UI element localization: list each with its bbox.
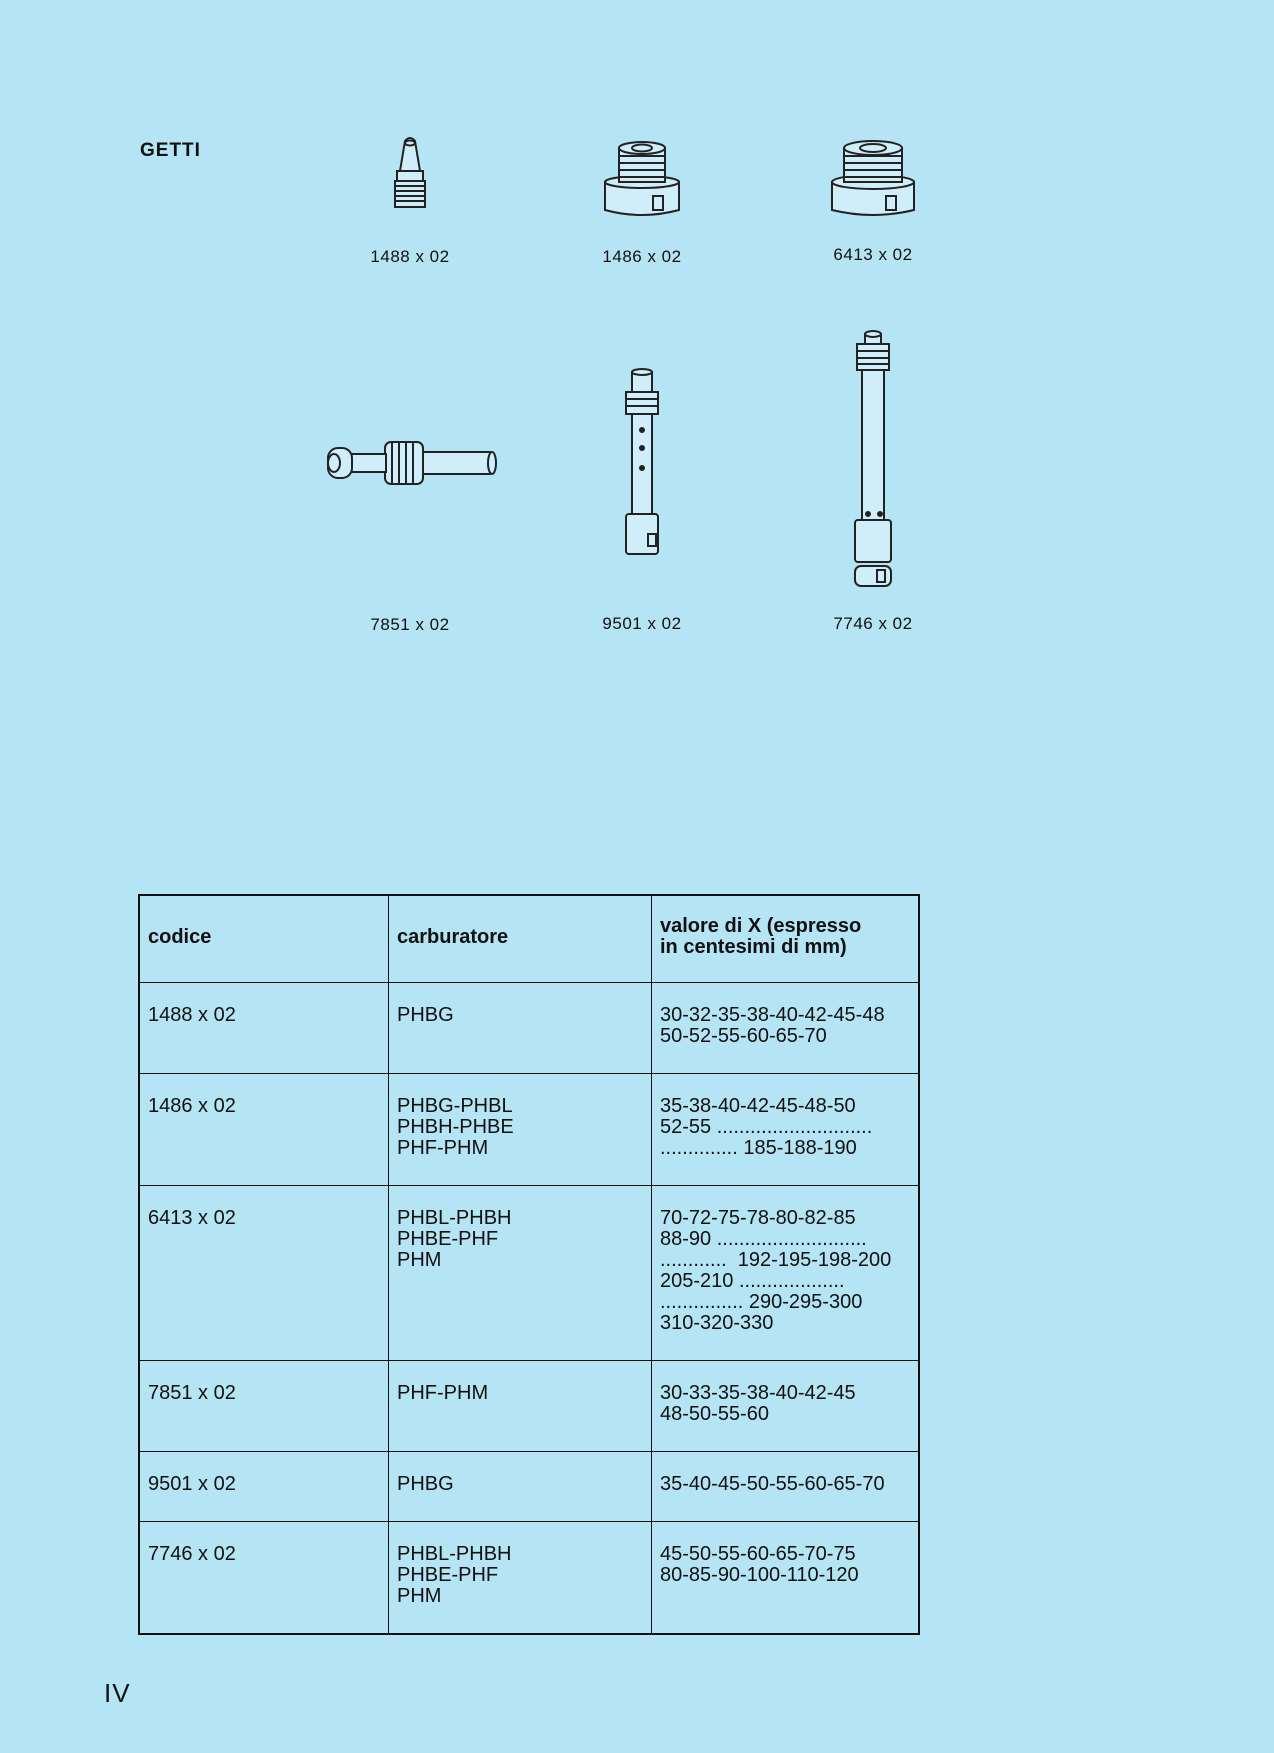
value-line: 88-90 ........................... — [660, 1228, 867, 1250]
carburetor-line: PHBL-PHBH — [397, 1543, 512, 1565]
cell-carburetor — [389, 1186, 652, 1361]
header-code: codice — [139, 895, 389, 983]
part-1486 — [542, 140, 742, 266]
value-line: 35-40-45-50-55-60-65-70 — [660, 1473, 885, 1495]
carburetor-line: PHBE-PHF — [397, 1228, 499, 1250]
part-label: 7746 x 02 — [833, 614, 913, 633]
value-line: 45-50-55-60-65-70-75 — [660, 1543, 856, 1565]
part-7851 — [310, 430, 510, 634]
value-line: ............ 192-195-198-200 — [660, 1249, 892, 1271]
carburetor-line: PHBE-PHF — [397, 1564, 499, 1586]
table-row — [139, 1452, 919, 1522]
carburetor-line: PHBG-PHBL — [397, 1095, 513, 1117]
carburetor-line: PHBL-PHBH — [397, 1207, 512, 1229]
cell-values — [652, 1361, 920, 1452]
cell-code: 7746 x 02 — [139, 1522, 389, 1634]
part-label: 9501 x 02 — [602, 614, 682, 633]
table-row — [139, 983, 919, 1074]
value-line: 70-72-75-78-80-82-85 — [660, 1207, 856, 1229]
cell-values — [652, 1522, 920, 1634]
carburetor-line: PHF-PHM — [397, 1382, 489, 1404]
part-7746 — [773, 330, 973, 633]
value-line: 205-210 ................... — [660, 1270, 845, 1292]
cell-carburetor — [389, 1074, 652, 1186]
section-title: GETTI — [140, 140, 201, 161]
wide-threaded-jet-icon — [828, 140, 918, 220]
value-line: 30-32-35-38-40-42-45-48 — [660, 1004, 885, 1026]
cell-carburetor — [389, 1452, 652, 1522]
carburetor-line: PHBG — [397, 1473, 454, 1495]
cell-values — [652, 983, 920, 1074]
value-line: 80-85-90-100-110-120 — [660, 1564, 859, 1586]
part-1488 — [310, 135, 510, 266]
part-9501 — [542, 368, 742, 633]
carburetor-line: PHBH-PHBE — [397, 1116, 514, 1138]
part-label: 6413 x 02 — [833, 245, 913, 264]
cell-code: 1486 x 02 — [139, 1074, 389, 1186]
cell-carburetor — [389, 1522, 652, 1634]
horizontal-tube-jet-icon — [320, 430, 500, 500]
part-label: 1488 x 02 — [370, 247, 450, 266]
header-value-line: valore di X (espresso — [660, 915, 862, 937]
table-row — [139, 1361, 919, 1452]
value-line: 30-33-35-38-40-42-45 — [660, 1382, 856, 1404]
table-row — [139, 1186, 919, 1361]
threaded-jet-icon — [597, 140, 687, 220]
carburetor-line: PHF-PHM — [397, 1137, 489, 1159]
value-line: .............. 185-188-190 — [660, 1137, 857, 1159]
tapered-jet-icon — [380, 135, 440, 215]
cell-code: 1488 x 02 — [139, 983, 389, 1074]
value-line: 35-38-40-42-45-48-50 — [660, 1095, 856, 1117]
cell-values — [652, 1452, 920, 1522]
cell-code: 7851 x 02 — [139, 1361, 389, 1452]
page-number: IV — [104, 1678, 131, 1708]
part-label: 1486 x 02 — [602, 247, 682, 266]
table-row — [139, 1522, 919, 1634]
carburetor-line: PHM — [397, 1585, 442, 1607]
value-line: 48-50-55-60 — [660, 1403, 769, 1425]
carburetor-line: PHBG — [397, 1004, 454, 1026]
value-line: 310-320-330 — [660, 1312, 774, 1334]
value-line: 50-52-55-60-65-70 — [660, 1025, 827, 1047]
header-value-line: in centesimi di mm) — [660, 936, 847, 958]
long-tube-jet-icon — [843, 330, 903, 595]
header-value — [652, 895, 920, 983]
short-tube-jet-icon — [612, 368, 672, 558]
cell-carburetor — [389, 983, 652, 1074]
cell-carburetor — [389, 1361, 652, 1452]
value-line: 52-55 ............................ — [660, 1116, 873, 1138]
value-line: ............... 290-295-300 — [660, 1291, 863, 1313]
table-header-row — [139, 895, 919, 983]
table-row — [139, 1074, 919, 1186]
header-carburetor: carburatore — [389, 895, 652, 983]
cell-code: 9501 x 02 — [139, 1452, 389, 1522]
cell-values — [652, 1074, 920, 1186]
part-6413 — [773, 140, 973, 264]
part-label: 7851 x 02 — [370, 615, 450, 634]
carburetor-line: PHM — [397, 1249, 442, 1271]
jet-spec-table — [138, 894, 920, 1635]
cell-code: 6413 x 02 — [139, 1186, 389, 1361]
cell-values — [652, 1186, 920, 1361]
